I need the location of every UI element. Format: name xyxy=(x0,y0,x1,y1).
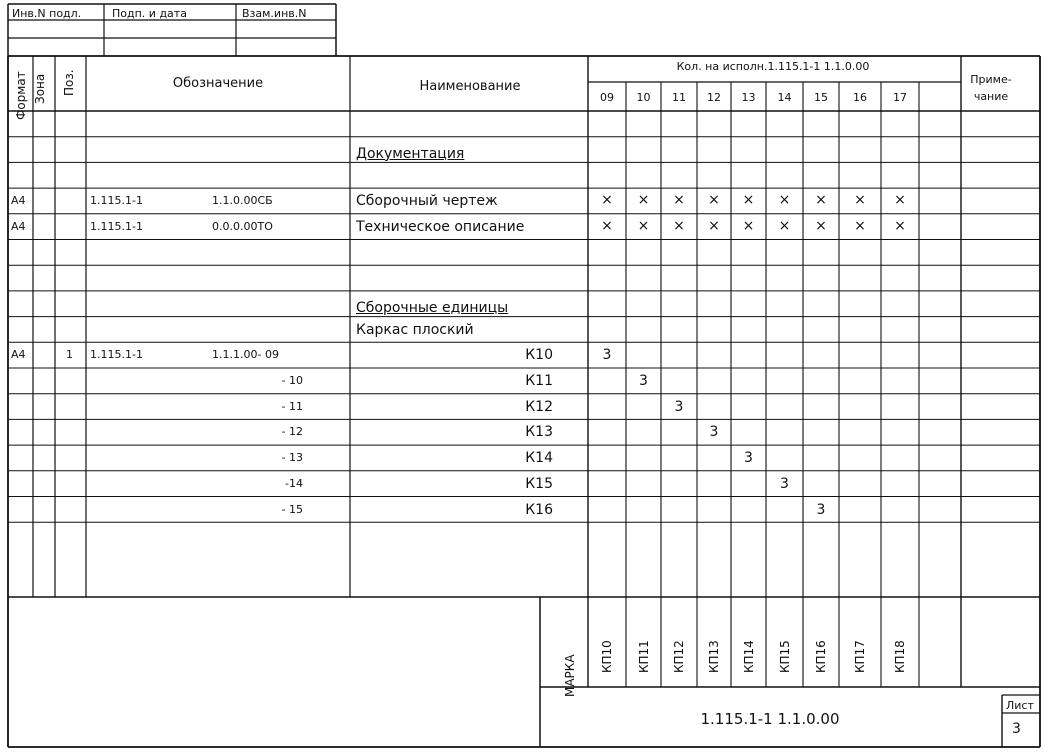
row-code2: 1.1.0.00СБ xyxy=(212,194,273,208)
row-code2: 0.0.0.00ТО xyxy=(212,219,273,233)
header-variant-09: 09 xyxy=(600,91,614,104)
row-qty-cell: 3 xyxy=(780,475,789,492)
marka-value: КП13 xyxy=(707,640,721,673)
title-designation: 1.115.1-1 1.1.0.00 xyxy=(700,710,840,728)
row-poz: 1 xyxy=(66,348,73,362)
header-variant-15: 15 xyxy=(814,91,828,104)
row-format: А4 xyxy=(11,219,26,233)
marka-value: КП18 xyxy=(893,640,907,673)
row-qty-cell: × xyxy=(601,217,613,234)
row-qty-cell: × xyxy=(637,192,650,209)
header-prime-2: чание xyxy=(973,90,1009,103)
marka-value: КП17 xyxy=(853,640,867,673)
row-format: А4 xyxy=(11,194,26,208)
row-qty-cell: 3 xyxy=(709,424,719,441)
header-variant-12: 12 xyxy=(707,91,721,104)
stamp-inv-podl: Инв.N подл. xyxy=(12,7,82,20)
row-qty-cell: 3 xyxy=(674,398,684,415)
row-name: К16 xyxy=(525,501,553,518)
row-code2: -14 xyxy=(285,476,303,490)
header-oboznachenie: Обозначение xyxy=(172,76,264,91)
row-format: А4 xyxy=(11,348,26,362)
row-code2: - 13 xyxy=(281,451,303,465)
row-qty-cell: × xyxy=(815,217,827,234)
header-kol-na-ispoln: Кол. на исполн.1.115.1-1 1.1.0.00 xyxy=(676,60,870,73)
row-qty-cell: × xyxy=(894,217,906,234)
row-qty-cell: × xyxy=(708,192,720,209)
header-zona: Зона xyxy=(33,73,47,104)
header-variant-13: 13 xyxy=(741,91,756,104)
stamp-podp-data: Подп. и дата xyxy=(112,7,187,20)
sheet-number: 3 xyxy=(1012,721,1021,737)
row-qty-cell: × xyxy=(778,192,791,209)
row-name: Каркас плоский xyxy=(356,321,474,338)
row-qty-cell: × xyxy=(673,217,685,234)
row-qty-cell: × xyxy=(778,217,791,234)
marka-label: МАРКА xyxy=(563,654,577,697)
marka-value: КП12 xyxy=(672,640,686,673)
stamp-vzam-inv: Взам.инв.N xyxy=(242,7,307,20)
row-qty-cell: 3 xyxy=(816,501,826,518)
row-section-title: Документация xyxy=(356,145,465,162)
row-qty-cell: × xyxy=(708,217,720,234)
row-code2: - 11 xyxy=(281,399,303,413)
row-name: К10 xyxy=(525,347,553,364)
row-qty-cell: × xyxy=(894,192,906,209)
row-name: К13 xyxy=(525,424,553,441)
marka-value: КП11 xyxy=(636,640,651,673)
row-code2: 1.1.1.00- 09 xyxy=(212,348,279,362)
row-qty-cell: 3 xyxy=(602,347,612,364)
row-name: К12 xyxy=(525,398,553,415)
row-qty-cell: × xyxy=(742,217,755,234)
row-qty-cell: × xyxy=(854,192,866,209)
row-qty-cell: × xyxy=(854,217,866,234)
header-format: Формат xyxy=(14,71,28,120)
row-code: 1.115.1-1 xyxy=(90,194,143,208)
row-name: К11 xyxy=(525,373,553,389)
row-name: К15 xyxy=(525,475,553,492)
row-qty-cell: × xyxy=(815,192,827,209)
header-poz: Поз. xyxy=(62,69,76,96)
row-name: Сборочный чертеж xyxy=(356,193,498,210)
header-variant-16: 16 xyxy=(853,91,867,104)
header-variant-11: 11 xyxy=(672,91,686,104)
row-code: 1.115.1-1 xyxy=(90,348,143,362)
row-code: 1.115.1-1 xyxy=(90,219,143,233)
row-qty-cell: × xyxy=(637,217,650,234)
header-variant-10: 10 xyxy=(636,91,651,104)
row-code2: - 12 xyxy=(281,425,303,439)
row-name: Техническое описание xyxy=(356,218,525,235)
sheet-label: Лист xyxy=(1006,699,1034,712)
row-qty-cell: 3 xyxy=(639,373,648,389)
row-qty-cell: 3 xyxy=(744,450,753,467)
header-variant-14: 14 xyxy=(777,91,792,104)
row-qty-cell: × xyxy=(601,192,613,209)
marka-value: КП16 xyxy=(814,640,828,673)
row-name: К14 xyxy=(525,450,553,467)
marka-value: КП14 xyxy=(741,640,756,673)
marka-value: КП10 xyxy=(600,640,614,673)
header-variant-17: 17 xyxy=(893,91,907,104)
header-naimenovanie: Наименование xyxy=(419,79,521,94)
row-qty-cell: × xyxy=(673,192,685,209)
header-prime-1: Приме- xyxy=(970,73,1012,86)
marka-value: КП15 xyxy=(777,640,792,673)
row-qty-cell: × xyxy=(742,192,755,209)
row-section-title: Сборочные единицы xyxy=(356,299,509,316)
row-code2: - 10 xyxy=(281,374,303,387)
row-code2: - 15 xyxy=(281,502,303,516)
